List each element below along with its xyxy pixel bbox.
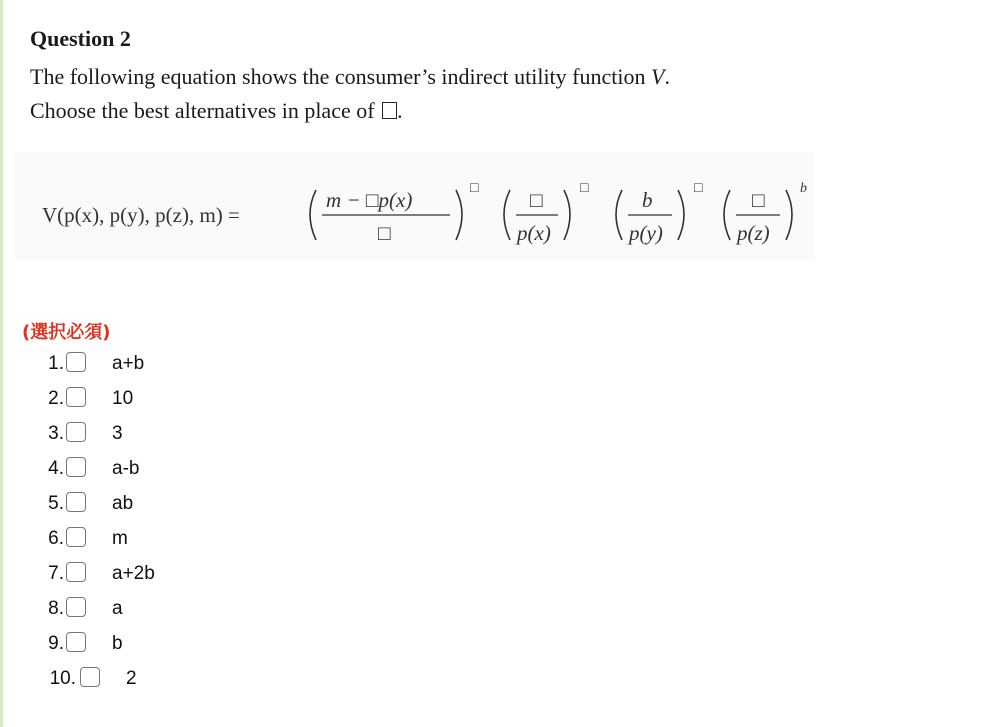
option-number: 9. [48, 633, 64, 654]
term4-denominator: p(z) [737, 221, 770, 245]
question-prompt [30, 60, 930, 128]
option-checkbox[interactable] [66, 527, 86, 547]
term3-denominator: p(y) [629, 221, 663, 245]
option-number: 1. [48, 353, 64, 374]
term1-numerator: m − □p(x) [326, 188, 413, 212]
option-label: 10 [112, 388, 134, 409]
option-checkbox[interactable] [66, 387, 86, 407]
exponent-3: □ [694, 181, 703, 196]
option-label: b [112, 633, 123, 654]
option-6[interactable] [0, 525, 260, 553]
option-label: 2 [126, 668, 137, 689]
paren-open-1 [310, 190, 316, 240]
option-label: a-b [112, 458, 140, 479]
option-2[interactable] [0, 385, 260, 413]
option-checkbox[interactable] [66, 562, 86, 582]
term4-numerator: □ [752, 188, 765, 212]
option-label: a+b [112, 353, 145, 374]
option-checkbox[interactable] [66, 457, 86, 477]
option-label: a+2b [112, 563, 155, 584]
prompt-line-2-text: Choose the best alternatives in place of [30, 98, 381, 123]
required-label: (選択必須) [22, 322, 111, 343]
paren-open-2 [504, 190, 510, 240]
option-label: ab [112, 493, 134, 514]
option-checkbox[interactable] [66, 422, 86, 442]
term3-numerator: b [642, 188, 653, 212]
question-title: Question 2 [30, 26, 131, 51]
paren-close-1 [456, 190, 462, 240]
option-number: 6. [48, 528, 64, 549]
prompt-line-1-end: . [664, 64, 670, 89]
blank-box-icon [382, 102, 397, 119]
prompt-line-2 [30, 94, 930, 128]
prompt-line-2-end: . [397, 98, 403, 123]
option-4[interactable] [0, 455, 260, 483]
option-number: 3. [48, 423, 64, 444]
option-checkbox[interactable] [66, 492, 86, 512]
paren-open-4 [724, 190, 730, 240]
exponent-1: □ [470, 181, 479, 196]
option-label: 3 [112, 423, 123, 444]
option-label: m [112, 528, 128, 549]
option-number: 5. [48, 493, 64, 514]
option-checkbox[interactable] [66, 597, 86, 617]
term1-denominator: □ [378, 221, 391, 245]
option-number: 2. [48, 388, 64, 409]
prompt-line-1 [30, 60, 930, 94]
option-number: 10. [49, 668, 76, 689]
option-number: 7. [48, 563, 64, 584]
option-7[interactable] [0, 560, 260, 588]
term2-denominator: p(x) [517, 221, 551, 245]
option-10[interactable] [0, 665, 260, 693]
option-label: a [112, 598, 123, 619]
option-checkbox[interactable] [66, 352, 86, 372]
exponent-2: □ [580, 181, 589, 196]
paren-close-3 [678, 190, 684, 240]
prompt-line-1-text: The following equation shows the consumer’s indirect utility function [30, 64, 651, 89]
term2-numerator: □ [530, 188, 543, 212]
option-1[interactable] [0, 350, 260, 378]
exponent-4: b [800, 181, 807, 196]
option-number: 8. [48, 598, 64, 619]
equation [14, 152, 814, 260]
option-number: 4. [48, 458, 64, 479]
function-symbol: V [650, 64, 665, 89]
option-checkbox[interactable] [80, 667, 100, 687]
option-3[interactable] [0, 420, 260, 448]
option-5[interactable] [0, 490, 260, 518]
paren-open-3 [616, 190, 622, 240]
option-8[interactable] [0, 595, 260, 623]
option-9[interactable] [0, 630, 260, 658]
paren-close-4 [786, 190, 792, 240]
paren-close-2 [564, 190, 570, 240]
option-checkbox[interactable] [66, 632, 86, 652]
equation-lhs: V(p(x), p(y), p(z), m) = [42, 203, 240, 227]
equation-image [14, 152, 814, 260]
